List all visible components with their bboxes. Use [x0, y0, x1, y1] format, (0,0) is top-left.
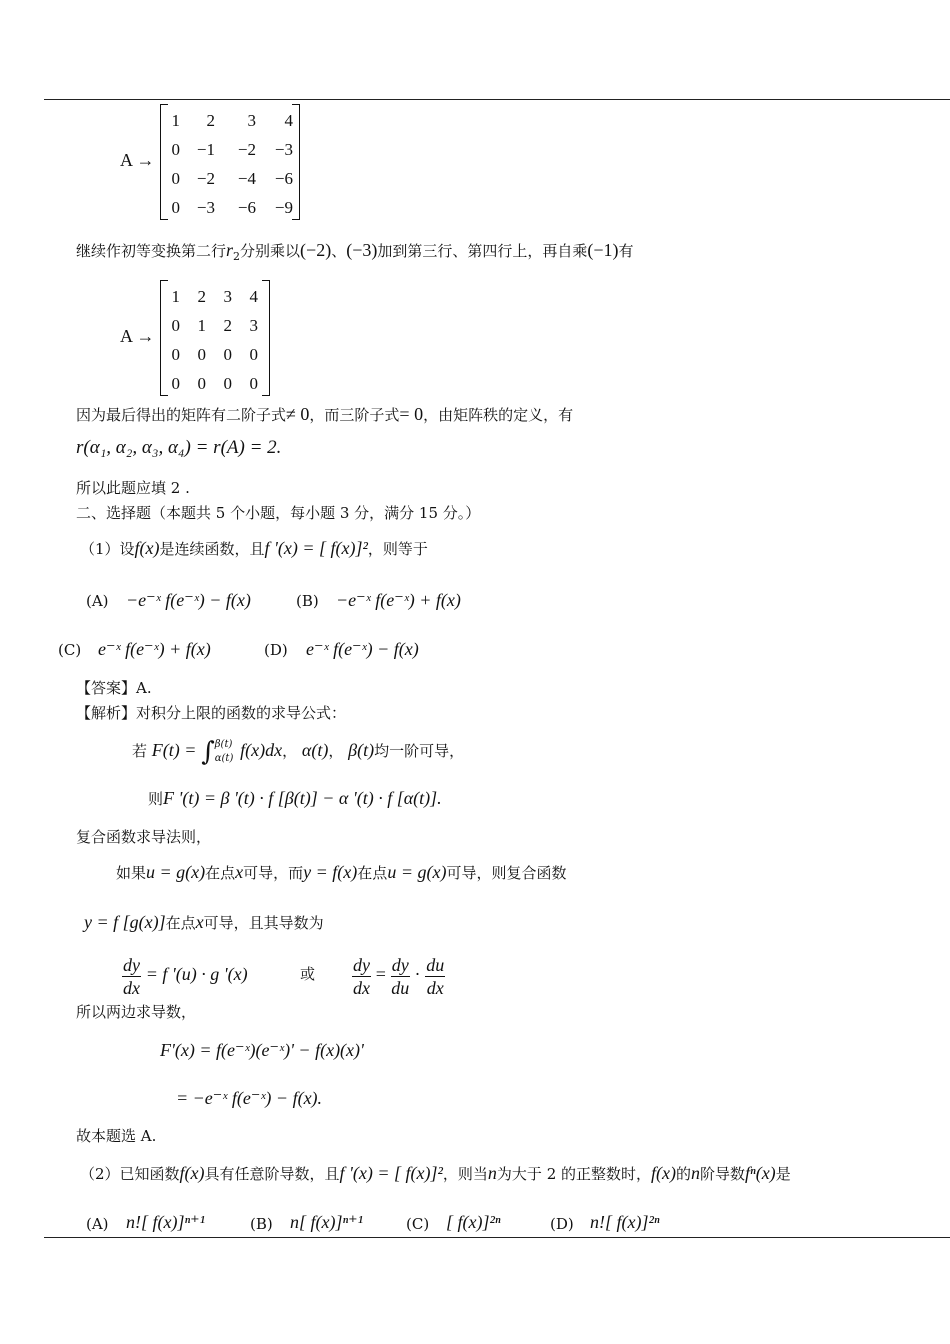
derivative-line-1: F'(x) = f(e⁻ˣ)(e⁻ˣ)' − f(x)(x)': [160, 1040, 364, 1060]
q1-stem: （1）设f(x)是连续函数，且f '(x) = [ f(x)]²，则等于: [80, 538, 428, 558]
matrix-cell: 0: [197, 345, 206, 364]
fraction-dy-dx: $\frac{dy}{dx}$: [123, 954, 140, 998]
top-rule: [44, 99, 950, 100]
matrix2-label: A →: [120, 326, 155, 346]
q2-option-b: (B): [250, 1215, 273, 1233]
matrix-cell: 0: [249, 374, 258, 393]
matrix-cell: 2: [206, 111, 215, 130]
q1-conclusion: 故本题选 A.: [76, 1127, 157, 1145]
both-sides-text: 所以两边求导数，: [76, 1003, 197, 1021]
matrix-cell: 3: [223, 287, 232, 306]
integral-sign: ∫: [201, 737, 215, 767]
matrix-cell: 3: [249, 316, 258, 335]
q1-analysis-title: 【解析】对积分上限的函数的求导公式：: [76, 704, 347, 722]
fill-answer: 所以此题应填 2 .: [76, 479, 190, 497]
q1-answer: 【答案】A.: [76, 679, 152, 697]
matrix-cell: −4: [237, 169, 256, 188]
integral-limits: β(t) α(t): [214, 739, 234, 764]
minor-line: 因为最后得出的矩阵有二阶子式≠ 0，而三阶子式= 0，由矩阵秩的定义，有: [76, 404, 574, 424]
matrix-cell: 0: [197, 374, 206, 393]
row-op-line: 继续作初等变换第二行$r_2$分别乘以(−2)、(−3)加到第三行、第四行上，再自乘(−1)有: [76, 240, 634, 263]
q2-option-c-text: [ f(x)]²ⁿ: [446, 1212, 501, 1232]
matrix-cell: 0: [171, 374, 180, 393]
q1-option-d: (D): [264, 641, 288, 659]
matrix-cell: −6: [237, 198, 256, 217]
q2-option-c: (C): [406, 1215, 430, 1233]
matrix-cell: 1: [197, 316, 206, 335]
chain1-line: 如果u = g(x)在点x可导，而y = f(x)在点u = g(x)可导，则复合函数: [116, 862, 567, 882]
q1-option-c: (C): [58, 641, 82, 659]
matrix-cell: 0: [171, 140, 180, 159]
fraction-dy-du: $\frac{dy}{du}$: [391, 954, 410, 998]
fraction-dy-dx-2: $\frac{dy}{dx}$: [353, 954, 370, 998]
matrix-cell: 3: [247, 111, 256, 130]
matrix-cell: −9: [274, 198, 293, 217]
matrix-cell: 1: [171, 111, 180, 130]
q1-option-c-text: e⁻ˣ f(e⁻ˣ) + f(x): [98, 639, 211, 659]
matrix-cell: −3: [196, 198, 215, 217]
matrix-cell: 1: [171, 287, 180, 306]
matrix-cell: −1: [196, 140, 215, 159]
matrix-cell: 0: [171, 198, 180, 217]
derivative-line-2: = −e⁻ˣ f(e⁻ˣ) − f(x).: [176, 1088, 323, 1108]
matrix-cell: 0: [171, 345, 180, 364]
matrix-cell: 4: [249, 287, 258, 306]
rule1-line: 若 F(t) = ∫ β(t) α(t) f(x)dx， α(t)， β(t)均一阶可导，: [132, 737, 465, 767]
matrix1: [160, 104, 300, 220]
chain-rule-title: 复合函数求导法则，: [76, 828, 212, 846]
matrix-cell: 2: [197, 287, 206, 306]
matrix-cell: 0: [171, 169, 180, 188]
matrix-cell: 0: [223, 374, 232, 393]
matrix-cell: −3: [274, 140, 293, 159]
q2-option-a-text: n![ f(x)]ⁿ⁺¹: [126, 1212, 206, 1232]
q2-option-b-text: n[ f(x)]ⁿ⁺¹: [290, 1212, 364, 1232]
matrix-cell: −2: [237, 140, 256, 159]
matrix-cell: 4: [284, 111, 293, 130]
matrix-cell: −6: [274, 169, 293, 188]
q1-option-b: (B): [296, 592, 319, 610]
bottom-rule: [44, 1237, 950, 1238]
q2-option-d-text: n![ f(x)]²ⁿ: [590, 1212, 660, 1232]
q2-option-d: (D): [550, 1215, 574, 1233]
matrix-cell: 0: [171, 316, 180, 335]
matrix-cell: −2: [196, 169, 215, 188]
rule2-line: 则F '(t) = β '(t) · f [β(t)] − α '(t) · f [α(t)].: [148, 788, 442, 808]
matrix-cell: 0: [223, 345, 232, 364]
q2-stem: （2）已知函数f(x)具有任意阶导数，且f '(x) = [ f(x)]²，则当n为大于 2 的正整数时，f(x)的n阶导数fⁿ(x)是: [80, 1163, 791, 1183]
q1-option-b-text: −e⁻ˣ f(e⁻ˣ) + f(x): [336, 590, 461, 610]
matrix1-label: A →: [120, 150, 155, 170]
q2-option-a: (A): [86, 1215, 109, 1233]
q1-option-a-text: −e⁻ˣ f(e⁻ˣ) − f(x): [126, 590, 251, 610]
rank-equation: r(α₁, α₂, α₃, α₄) = r(A) = 2.: [76, 437, 282, 458]
matrix-cell: 0: [249, 345, 258, 364]
matrix-cell: 2: [223, 316, 232, 335]
chain2-line: y = f [g(x)]在点x可导，且其导数为: [84, 912, 324, 932]
section2-title: 二、选择题（本题共 5 个小题，每小题 3 分，满分 15 分。）: [76, 504, 481, 522]
chain3-line: $\frac{dy}{dx}$ = f '(u) · g '(x): [123, 954, 248, 998]
q1-option-d-text: e⁻ˣ f(e⁻ˣ) − f(x): [306, 639, 419, 659]
chain3-or: 或: [300, 965, 316, 983]
matrix2: [160, 280, 270, 396]
chain3-alt: $\frac{dy}{dx}$ = $\frac{dy}{du}$ · $\frac{du}{dx}$: [353, 954, 445, 998]
q1-option-a: (A): [86, 592, 109, 610]
fraction-du-dx: $\frac{du}{dx}$: [426, 954, 445, 998]
